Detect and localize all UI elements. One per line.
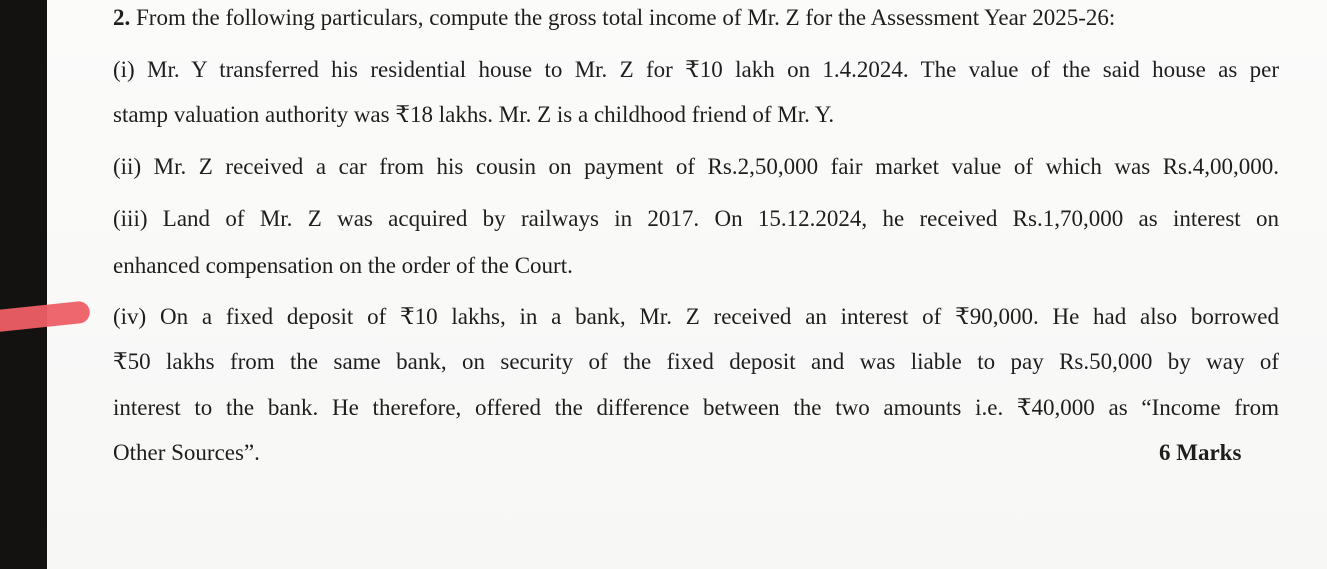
item-iii-line-2: enhanced compensation on the order of the Court. <box>113 253 573 278</box>
item-i-line-1: (i) Mr. Y transferred his residential house to Mr. Z for ₹10 lakh on 1.4.2024. The value of the said house as per <box>113 57 1279 82</box>
item-iii-line-1: (iii) Land of Mr. Z was acquired by railways in 2017. On 15.12.2024, he received Rs.1,70,000 as interest on <box>113 206 1279 231</box>
item-i-line-2: stamp valuation authority was ₹18 lakhs. Mr. Z is a childhood friend of Mr. Y. <box>113 102 835 127</box>
question-stem: From the following particulars, compute the gross total income of Mr. Z for the Assessment Year 2025-26: <box>136 5 1116 30</box>
item-iv-line-2: ₹50 lakhs from the same bank, on security of the fixed deposit and was liable to pay Rs.50,000 by way of <box>113 349 1279 374</box>
item-iv-line-1: (iv) On a fixed deposit of ₹10 lakhs, in a bank, Mr. Z received an interest of ₹90,000. He had also borrowed <box>113 304 1279 329</box>
item-iv-line-4: Other Sources”. <box>113 440 260 465</box>
item-ii-line-1: (ii) Mr. Z received a car from his cousin on payment of Rs.2,50,000 fair market value of which was Rs.4,00,000. <box>113 154 1279 179</box>
question-stem-line <box>113 4 1115 32</box>
question-number: 2. <box>113 5 131 30</box>
item-iv-line-3: interest to the bank. He therefore, offered the difference between the two amounts i.e. ₹40,000 as “Income from <box>113 395 1279 420</box>
marks-label: 6 Marks <box>1159 440 1242 465</box>
book-binding-edge <box>0 0 47 569</box>
